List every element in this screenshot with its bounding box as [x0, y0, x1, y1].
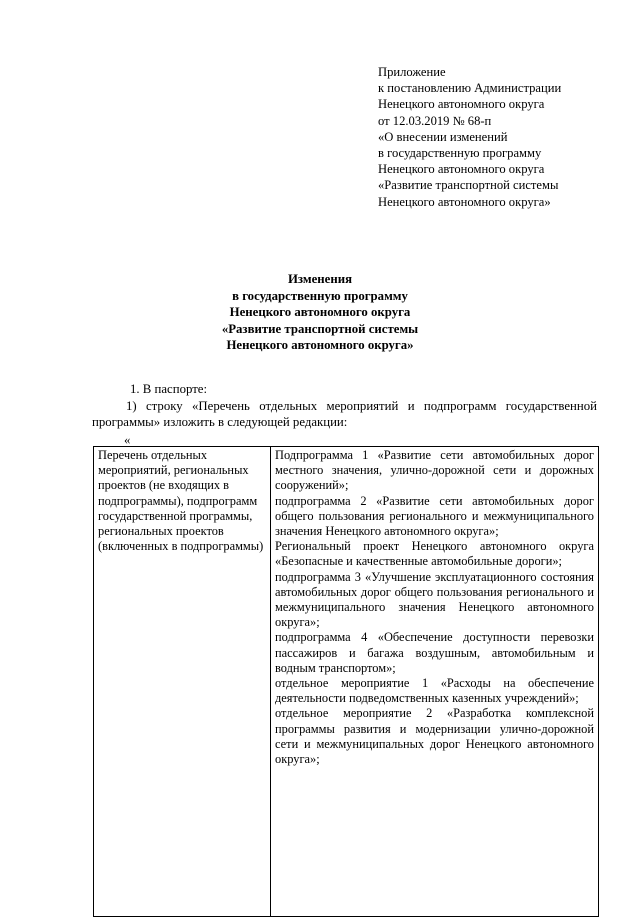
list-item: подпрограмма 2 «Развитие сети автомобильных дорог общего пользования регионального и межмуниципального значения Ненецкого автономного округа»;: [275, 493, 594, 539]
list-item: подпрограмма 3 «Улучшение эксплуатационного состояния автомобильных дорог общего пользования регионального и межмуниципального значения Ненецкого автономного округа»;: [275, 569, 594, 630]
title-line: Изменения: [287, 272, 353, 286]
row-content-cell: [271, 447, 599, 917]
point-1-subitem-1: 1) строку «Перечень отдельных мероприятий и подпрограмм государственной программы» изложить в следующей редакции:: [92, 399, 597, 430]
list-item: отдельное мероприятие 1 «Расходы на обеспечение деятельности подведомственных казенных учреждений»;: [275, 676, 594, 706]
appendix-line: Ненецкого автономного округа: [378, 162, 545, 177]
table-row: [94, 447, 599, 917]
list-item: подпрограмма 4 «Обеспечение доступности перевозки пассажиров и багажа воздушным, автомобильным и водным транспортом»;: [275, 630, 594, 675]
opening-quote-mark: «: [124, 433, 131, 447]
title-line: Ненецкого автономного округа»: [226, 338, 414, 353]
passport-table: [93, 446, 599, 917]
list-item: Региональный проект Ненецкого автономного округа «Безопасные и качественные автомобильные дороги»;: [275, 539, 594, 569]
title-line: в государственную программу: [232, 288, 408, 303]
title-line: Ненецкого автономного округа: [229, 305, 411, 320]
appendix-line: от 12.03.2019 № 68-п: [378, 113, 492, 128]
row-label-cell: [94, 447, 271, 917]
appendix-line: «Развитие транспортной системы: [378, 178, 559, 193]
point-1-heading: 1. В паспорте:: [130, 382, 208, 396]
appendix-line: «О внесении изменений: [378, 129, 508, 144]
title-line: «Развитие транспортной системы: [221, 321, 419, 336]
appendix-line: Приложение: [378, 65, 446, 79]
appendix-line: к постановлению Администрации: [378, 81, 562, 96]
appendix-line: Ненецкого автономного округа: [378, 97, 545, 112]
list-item: Подпрограмма 1 «Развитие сети автомобильных дорог местного значения, улично-дорожной сети и дорожных сооружений»;: [275, 448, 594, 493]
appendix-line: в государственную программу: [378, 146, 542, 161]
row-label: Перечень отдельных мероприятий, региональных проектов (не входящих в подпрограммы), подпрограмм государственной программы, региональных проектов (включенных в подпрограммы): [98, 448, 264, 554]
document-title: [0, 271, 640, 354]
appendix-header: [378, 64, 628, 210]
appendix-line: Ненецкого автономного округа»: [378, 194, 551, 209]
list-item: отдельное мероприятие 2 «Разработка комплексной программы развития и модернизации улично-дорожной сети и межмуниципальных дорог Ненецкого автономного округа»;: [275, 706, 594, 767]
